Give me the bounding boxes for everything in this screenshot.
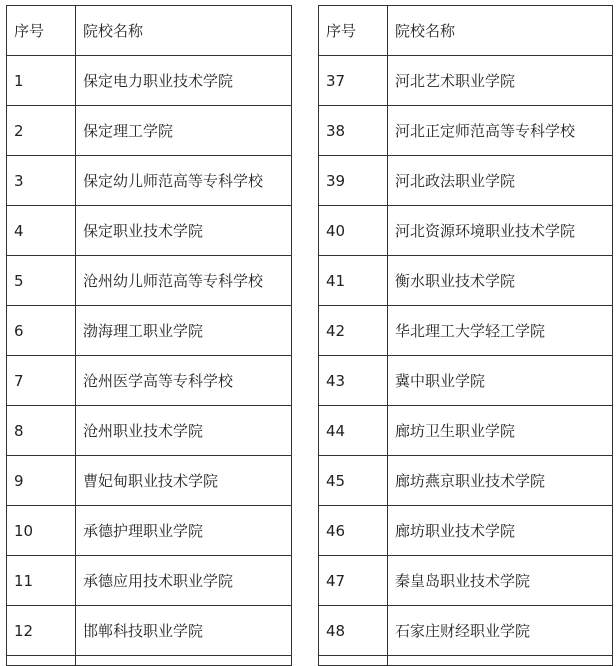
table-row [7,456,292,506]
table-row [7,256,292,306]
table-row [319,356,613,406]
table-row [7,556,292,606]
serial-number-cell: 41 [319,256,388,306]
school-name-cell: 石家庄财经职业学院 [388,606,613,656]
serial-number-cell: 48 [319,606,388,656]
serial-number-cell: 1 [7,56,76,106]
serial-number-cell: 10 [7,506,76,556]
table-row [7,156,292,206]
school-name-cell: 沧州幼儿师范高等专科学校 [76,256,292,306]
school-name-cell: 保定电力职业技术学院 [76,56,292,106]
table-row [7,406,292,456]
serial-number-cell: 7 [7,356,76,406]
table-row [7,606,292,656]
header-row [7,6,292,56]
serial-number-cell: 4 [7,206,76,256]
school-table-right [318,5,613,666]
serial-number-cell: 47 [319,556,388,606]
school-name-cell: 冀中职业学院 [388,356,613,406]
serial-number-cell: 8 [7,406,76,456]
table-row [319,556,613,606]
school-name-cell: 渤海理工职业学院 [76,306,292,356]
table-row [319,206,613,256]
school-name-cell: 沧州职业技术学院 [76,406,292,456]
serial-number-cell: 43 [319,356,388,406]
serial-number-cell: 6 [7,306,76,356]
table-row [7,106,292,156]
serial-number-cell: 42 [319,306,388,356]
table-row [319,256,613,306]
table-row [319,156,613,206]
header-serial-number: 序号 [7,6,76,56]
serial-number-cell: 45 [319,456,388,506]
table-row [7,506,292,556]
serial-number-cell: 5 [7,256,76,306]
table-row [319,456,613,506]
school-name-cell: 河北艺术职业学院 [388,56,613,106]
school-name-cell: 河北正定师范高等专科学校 [388,106,613,156]
school-name-cell: 衡水职业技术学院 [388,256,613,306]
header-row [319,6,613,56]
school-name-cell: 保定幼儿师范高等专科学校 [76,156,292,206]
table-row [319,306,613,356]
header-school-name: 院校名称 [76,6,292,56]
serial-number-cell: 3 [7,156,76,206]
table-row [319,606,613,656]
table-row-partial [319,656,613,666]
serial-number-cell: 38 [319,106,388,156]
empty-cell [388,656,613,666]
table-row [7,306,292,356]
table-row-partial [7,656,292,666]
table-row [319,106,613,156]
school-name-cell: 廊坊燕京职业技术学院 [388,456,613,506]
table-row [319,506,613,556]
empty-cell [76,656,292,666]
table-row [7,56,292,106]
school-name-cell: 秦皇岛职业技术学院 [388,556,613,606]
header-school-name: 院校名称 [388,6,613,56]
empty-cell [7,656,76,666]
school-name-cell: 保定职业技术学院 [76,206,292,256]
school-name-cell: 河北政法职业学院 [388,156,613,206]
serial-number-cell: 2 [7,106,76,156]
school-name-cell: 邯郸科技职业学院 [76,606,292,656]
school-name-cell: 廊坊卫生职业学院 [388,406,613,456]
header-serial-number: 序号 [319,6,388,56]
school-name-cell: 保定理工学院 [76,106,292,156]
serial-number-cell: 40 [319,206,388,256]
serial-number-cell: 37 [319,56,388,106]
school-table-left [6,5,292,666]
serial-number-cell: 11 [7,556,76,606]
serial-number-cell: 12 [7,606,76,656]
school-name-cell: 河北资源环境职业技术学院 [388,206,613,256]
table-row [319,406,613,456]
serial-number-cell: 39 [319,156,388,206]
table-row [7,356,292,406]
serial-number-cell: 46 [319,506,388,556]
school-name-cell: 承德护理职业学院 [76,506,292,556]
empty-cell [319,656,388,666]
school-name-cell: 承德应用技术职业学院 [76,556,292,606]
serial-number-cell: 44 [319,406,388,456]
school-name-cell: 曹妃甸职业技术学院 [76,456,292,506]
table-row [7,206,292,256]
school-name-cell: 华北理工大学轻工学院 [388,306,613,356]
school-name-cell: 沧州医学高等专科学校 [76,356,292,406]
school-name-cell: 廊坊职业技术学院 [388,506,613,556]
table-row [319,56,613,106]
serial-number-cell: 9 [7,456,76,506]
